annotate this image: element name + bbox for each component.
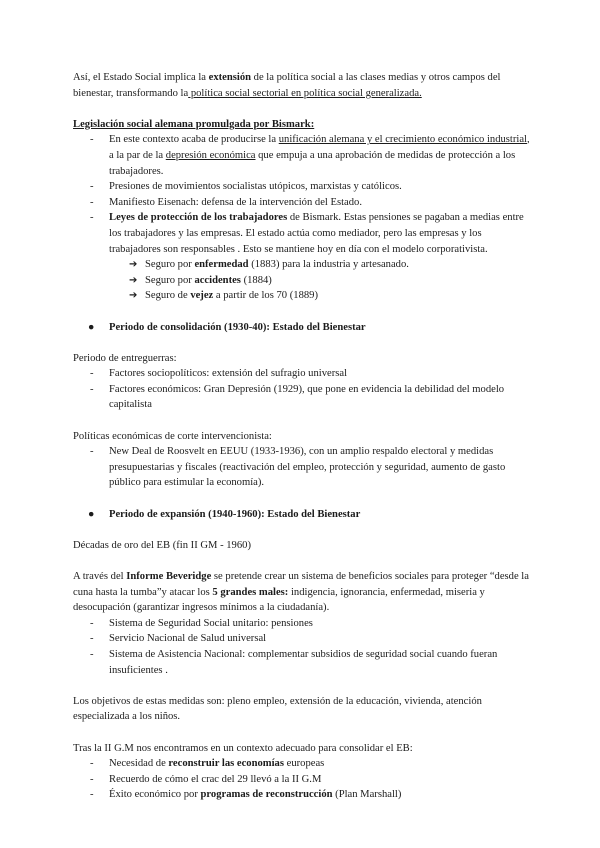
list-item: - Éxito económico por programas de reconstrucción (Plan Marshall) <box>73 787 533 803</box>
text: Así, el Estado Social implica la <box>73 72 209 83</box>
dash-marker: - <box>90 758 94 770</box>
decadas-line: Décadas de oro del EB (fin II GM - 1960) <box>73 539 251 551</box>
entreguerras-line: Periodo de entreguerras: <box>73 352 177 364</box>
reconstruction-list <box>73 756 533 803</box>
insurance-sublist <box>73 257 533 304</box>
list-item: - Necesidad de reconstruir las economías europeas <box>73 756 533 772</box>
list-item: - New Deal de Roosvelt en EEUU (1933-1936), con un amplio respaldo electoral y medidas presupuestarias y fiscales (reactivación del empleo, protección y seguridad, aumento de gasto público para estimular la economía). <box>90 446 506 489</box>
dash-marker: - <box>90 368 94 380</box>
dash-marker: - <box>90 134 94 146</box>
arrow-icon: ➔ <box>129 290 138 302</box>
bullet-icon: ● <box>88 508 95 520</box>
bismarck-list <box>73 132 533 257</box>
beveridge-list <box>73 616 533 678</box>
bismarck-heading: Legislación social alemana promulgada por Bismark: <box>73 118 315 130</box>
list-item: - Sistema de Seguridad Social unitario: pensiones <box>73 616 533 632</box>
list-item: ➔ Seguro por accidentes (1884) <box>73 273 533 289</box>
text: de la política social a las clases medias y otros campos del bienestar, transformando la <box>73 72 501 99</box>
list-item: - Manifiesto Eisenach: defensa de la intervención del Estado. <box>73 195 533 211</box>
list-item: ➔ Seguro de vejez a partir de los 70 (1889) <box>73 288 533 304</box>
list-item: - En este contexto acaba de producirse la unificación alemana y el crecimiento económico industrial, a la par de la depresión económica que empuja a una aprobación de medidas de protección a los trabajadores. <box>90 134 530 177</box>
document-page <box>73 70 533 803</box>
list-item: - Leyes de protección de los trabajadores de Bismark. Estas pensiones se pagaban a medias entre los trabajadores y las empresas. El estado actúa como mediador, pero las empresas y los trabajadores son responsables . Esto se mantiene hoy en día con el modelo corporativista. <box>90 212 524 255</box>
dash-marker: - <box>90 617 94 629</box>
dash-marker: - <box>90 212 94 224</box>
intro-paragraph <box>73 70 533 101</box>
consolidation-heading: ● Periodo de consolidación (1930-40): Estado del Bienestar <box>73 320 533 336</box>
expansion-heading: ● Periodo de expansión (1940-1960): Estado del Bienestar <box>73 507 533 523</box>
dash-marker: - <box>90 446 94 458</box>
list-item: - Presiones de movimientos socialistas utópicos, marxistas y católicos. <box>73 179 533 195</box>
dash-marker: - <box>90 773 94 785</box>
list-item: - Recuerdo de cómo el crac del 29 llevó a la II G.M <box>73 772 533 788</box>
underlined-text: política social sectorial en política social generalizada. <box>188 87 422 99</box>
dash-marker: - <box>90 633 94 645</box>
dash-marker: - <box>90 789 94 801</box>
list-item: - Factores sociopolíticos: extensión del sufragio universal <box>73 366 533 382</box>
list-item: - Factores económicos: Gran Depresión (1929), que pone en evidencia la debilidad del modelo capitalista <box>90 383 505 411</box>
politicas-list <box>73 444 533 491</box>
list-item: - Servicio Nacional de Salud universal <box>73 631 533 647</box>
objetivos-paragraph: Los objetivos de estas medidas son: pleno empleo, extensión de la educación, vivienda, atención especializada a los niños. <box>73 695 482 723</box>
list-item: ➔ Seguro por enfermedad (1883) para la industria y artesanado. <box>73 257 533 273</box>
bullet-icon: ● <box>88 321 95 333</box>
politicas-line: Políticas económicas de corte intervencionista: <box>73 430 272 442</box>
bold-text: extensión <box>208 72 252 83</box>
arrow-icon: ➔ <box>129 274 138 286</box>
dash-marker: - <box>90 383 94 395</box>
list-item: - Sistema de Asistencia Nacional: complementar subsidios de seguridad social cuando fueran insuficientes . <box>90 648 498 676</box>
dash-marker: - <box>90 648 94 660</box>
entreguerras-list <box>73 366 533 413</box>
dash-marker: - <box>90 196 94 208</box>
dash-marker: - <box>90 181 94 193</box>
beveridge-paragraph: A través del Informe Beveridge se pretende crear un sistema de beneficios sociales para proteger “desde la cuna hasta la tumba”y atacar los 5 grandes males: indigencia, ignorancia, enfermedad, miseria y desocupación (garantizar ingresos mínimos a la ciudadanía). <box>73 571 529 614</box>
tras-line: Tras la II G.M nos encontramos en un contexto adecuado para consolidar el EB: <box>73 742 413 754</box>
arrow-icon: ➔ <box>129 259 138 271</box>
